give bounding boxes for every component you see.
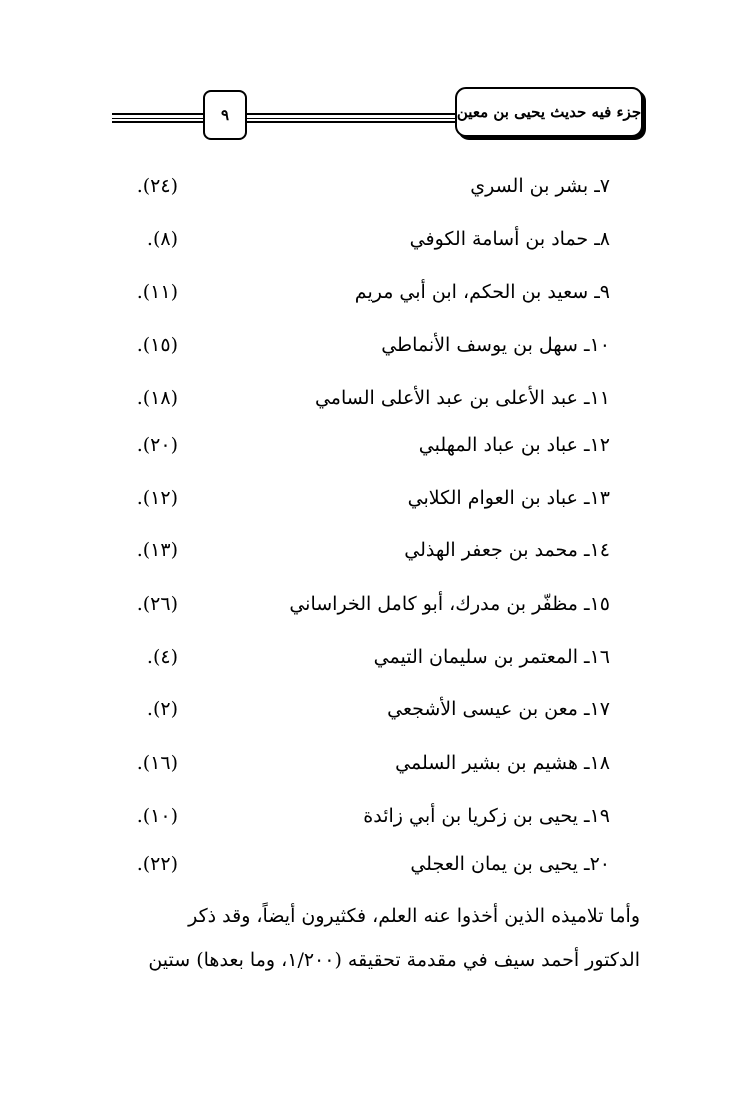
entry-reference: (٨). — [146, 228, 178, 250]
list-item — [0, 530, 755, 570]
body-paragraph-line: الدكتور أحمد سيف في مقدمة تحقيقه (١/٢٠٠، وما بعدها) ستين — [148, 949, 640, 971]
page-number: ٩ — [203, 90, 247, 140]
entry-reference: (٢). — [146, 698, 178, 720]
list-item — [0, 219, 755, 259]
header-rule — [112, 121, 457, 123]
entry-reference: (٢٤). — [136, 175, 178, 197]
entry-name: ١٧ـ معن بن عيسى الأشجعي — [387, 698, 610, 720]
body-paragraph-line: وأما تلاميذه الذين أخذوا عنه العلم، فكثيرون أيضاً، وقد ذكر — [188, 905, 640, 927]
entry-name: ١٣ـ عباد بن العوام الكلابي — [407, 487, 610, 509]
list-item — [0, 325, 755, 365]
list-item — [0, 743, 755, 783]
entry-reference: (٤). — [146, 646, 178, 668]
list-item — [0, 272, 755, 312]
entry-name: ١٤ـ محمد بن جعفر الهذلي — [404, 539, 610, 561]
entry-name: ٧ـ بشر بن السري — [470, 175, 610, 197]
entry-name: ١٦ـ المعتمر بن سليمان التيمي — [373, 646, 610, 668]
running-header — [0, 0, 755, 160]
entry-name: ٩ـ سعيد بن الحكم، ابن أبي مريم — [354, 281, 610, 303]
entry-name: ١٩ـ يحيى بن زكريا بن أبي زائدة — [363, 805, 610, 827]
entry-reference: (١٥). — [136, 334, 178, 356]
entry-reference: (١١). — [136, 281, 178, 303]
entry-reference: (٢٢). — [136, 853, 178, 875]
entry-reference: (١٨). — [136, 387, 178, 409]
entry-reference: (٢٦). — [136, 593, 178, 615]
entry-reference: (١٣). — [136, 539, 178, 561]
list-item — [0, 584, 755, 624]
entry-reference: (٢٠). — [136, 434, 178, 456]
list-item — [0, 478, 755, 518]
list-item — [0, 844, 755, 884]
header-rule — [112, 113, 457, 115]
entry-reference: (١٦). — [136, 752, 178, 774]
entry-name: ١٨ـ هشيم بن بشير السلمي — [395, 752, 610, 774]
entry-name: ١٢ـ عباد بن عباد المهلبي — [418, 434, 610, 456]
entry-name: ١١ـ عبد الأعلى بن عبد الأعلى السامي — [314, 387, 610, 409]
entry-name: ٢٠ـ يحيى بن يمان العجلي — [410, 853, 610, 875]
list-item — [0, 425, 755, 465]
list-item — [0, 166, 755, 206]
book-title: جزء فيه حديث يحيى بن معين — [455, 87, 643, 137]
list-item — [0, 796, 755, 836]
entry-name: ١٥ـ مظفّر بن مدرك، أبو كامل الخراساني — [289, 593, 610, 615]
entry-name: ٨ـ حماد بن أسامة الكوفي — [409, 228, 610, 250]
entry-reference: (١٢). — [136, 487, 178, 509]
list-item — [0, 637, 755, 677]
entry-reference: (١٠). — [136, 805, 178, 827]
entry-name: ١٠ـ سهل بن يوسف الأنماطي — [381, 334, 610, 356]
header-rule — [112, 118, 457, 119]
list-item — [0, 689, 755, 729]
list-item — [0, 378, 755, 418]
